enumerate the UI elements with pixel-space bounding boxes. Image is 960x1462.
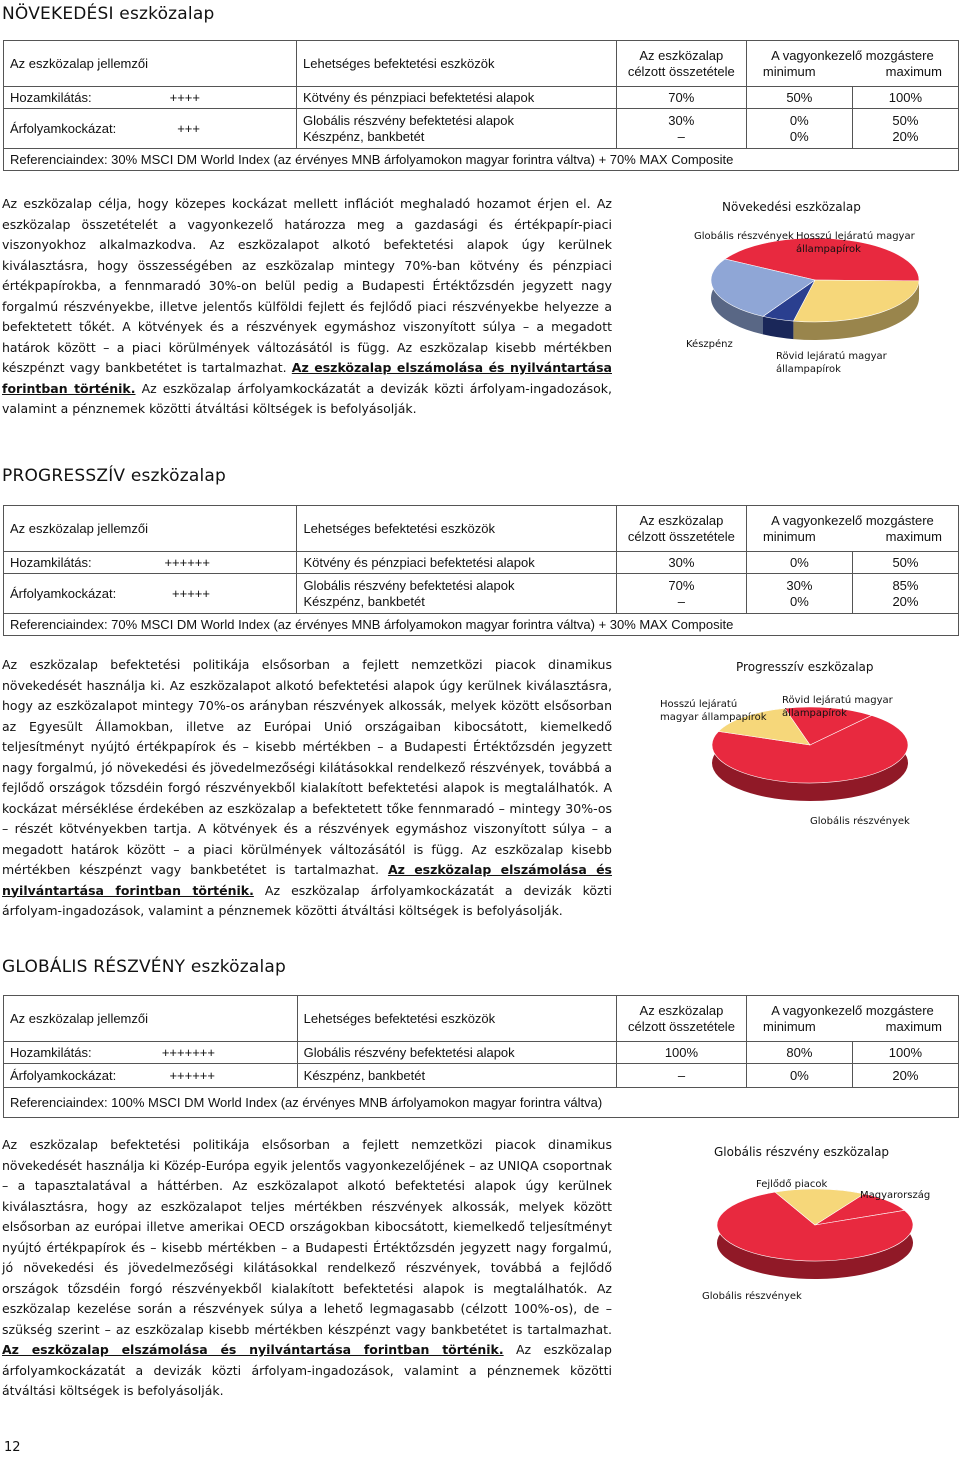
header-assets: Lehetséges befektetési eszközök	[297, 996, 616, 1042]
row-max	[852, 109, 958, 149]
row-min-line: 0%	[790, 593, 809, 609]
table-header-row	[4, 996, 959, 1042]
pie-label: Magyarország	[860, 1190, 931, 1201]
row-label: Árfolyamkockázat:	[10, 585, 117, 601]
pie-label: Globális részvények	[702, 1291, 802, 1302]
row-asset: Készpénz, bankbetét	[297, 1064, 616, 1088]
row-max: 100%	[852, 1042, 958, 1064]
header-target-line2: célzott összetétele	[627, 1018, 735, 1034]
row-asset: Kötvény és pénzpiaci befektetési alapok	[297, 87, 617, 109]
row-max-line: 85%	[892, 577, 919, 593]
row-min: 0%	[746, 552, 852, 574]
row-min	[746, 109, 852, 149]
row-min: 0%	[746, 1064, 852, 1088]
header-target	[616, 506, 746, 552]
header-target-line2: célzott összetétele	[627, 528, 735, 544]
row-max	[852, 574, 958, 614]
reference-index: Referenciaindex: 30% MSCI DM World Index (az érvényes MNB árfolyamokon magyar forintra váltva) + 70% MAX Composite	[4, 149, 959, 171]
header-target-line1: Az eszközalap	[639, 1002, 724, 1018]
header-range-line1: A vagyonkezelő mozgástere	[771, 47, 934, 63]
row-max: 20%	[852, 1064, 958, 1088]
row-target	[616, 109, 746, 149]
header-max: maximum	[885, 528, 942, 544]
header-characteristics: Az eszközalap jellemzői	[4, 996, 298, 1042]
paragraph-novekedesi	[2, 194, 612, 420]
paragraph-emphasis: Az eszközalap elszámolása és nyilvántartása forintban történik.	[2, 360, 612, 396]
paragraph-text: Az eszközalap árfolyamkockázatát a devizák közti árfolyam-ingadozások, valamint a pénznemek közötti átváltási költségek is befolyásolják.	[2, 1342, 612, 1398]
row-label-cell	[4, 552, 297, 574]
header-assets: Lehetséges befektetési eszközök	[297, 506, 616, 552]
pie-label: Hosszú lejáratú magyar állampapírok	[796, 231, 915, 255]
row-stars: ++++	[169, 89, 200, 105]
paragraph-progressziv-top	[2, 655, 612, 922]
row-min-line: 30%	[786, 577, 813, 593]
row-label: Hozamkilátás:	[10, 89, 92, 105]
reference-index: Referenciaindex: 100% MSCI DM World Index (az érvényes MNB árfolyamokon magyar forintra váltva)	[4, 1088, 959, 1118]
row-label-cell	[4, 109, 297, 149]
header-range	[746, 506, 958, 552]
row-min	[746, 574, 852, 614]
header-min: minimum	[762, 63, 816, 79]
table-row	[4, 109, 959, 149]
pie-label: Hosszú lejáratú magyar állampapírok	[660, 699, 767, 723]
header-range-line1: A vagyonkezelő mozgástere	[771, 512, 934, 528]
header-range-line1: A vagyonkezelő mozgástere	[771, 1002, 934, 1018]
paragraph-text: Az eszközalap árfolyamkockázatát a devizák közti árfolyam-ingadozások, valamint a pénznemek közötti átváltási költségek is befolyásolják.	[2, 882, 612, 918]
header-min: minimum	[762, 528, 816, 544]
reference-row	[4, 149, 959, 171]
row-min: 80%	[746, 1042, 852, 1064]
row-min-line: 0%	[789, 128, 809, 144]
chart-title-globalis: Globális részvény eszközalap	[714, 1145, 890, 1159]
row-target: 100%	[616, 1042, 746, 1064]
pie-label: Globális részvények	[810, 816, 910, 827]
table-header-row	[4, 41, 959, 87]
reference-row	[4, 1088, 959, 1118]
row-asset: Globális részvény befektetési alapok	[297, 1042, 616, 1064]
table-row	[4, 87, 959, 109]
row-asset-line: Globális részvény befektetési alapok	[303, 112, 515, 128]
row-asset	[297, 109, 617, 149]
header-min: minimum	[762, 1018, 816, 1034]
row-min: 50%	[746, 87, 852, 109]
row-target-line: –	[677, 593, 686, 609]
header-target-line1: Az eszközalap	[639, 512, 724, 528]
pie-label: Globális részvények	[694, 231, 794, 242]
table-header-row	[4, 506, 959, 552]
reference-row	[4, 614, 959, 636]
header-characteristics: Az eszközalap jellemzői	[4, 506, 297, 552]
row-target-line: 30%	[668, 112, 695, 128]
row-label: Hozamkilátás:	[10, 1044, 92, 1060]
fund-table-novekedesi	[3, 40, 959, 171]
row-max: 50%	[852, 552, 958, 574]
row-min-line: 0%	[789, 112, 809, 128]
header-max: maximum	[885, 1018, 942, 1034]
chart-title-progressziv: Progresszív eszközalap	[736, 660, 874, 674]
header-target-line1: Az eszközalap	[639, 47, 724, 63]
paragraph-globalis	[2, 1135, 612, 1402]
row-max: 100%	[852, 87, 958, 109]
row-max-line: 20%	[892, 593, 919, 609]
paragraph-text: Az eszközalap árfolyamkockázatát a devizák közti árfolyam-ingadozások, valamint a pénznemek közötti átváltási költségek is befolyásolják.	[2, 380, 612, 416]
header-target	[616, 996, 746, 1042]
pie-label: Rövid lejáratú magyar állampapírok	[782, 695, 893, 719]
row-target: 70%	[616, 87, 746, 109]
fund-table-progressziv	[3, 505, 959, 636]
paragraph-text: Az eszközalap befektetési politikája elsősorban a fejlett nemzetközi piacok dinamikus növekedését használja ki. Az eszközalapot alkotó befektetési alapok úgy kerülnek kiválasztásra, hogy az eszközalapot mintegy 70%-os arányban részvények alkossák, melyek között elsősorban az Egyesült Államokban, illetve az Európai Unió országaiban kibocsátott, kiemelkedő teljesítményt nyújtó értékpapírok és – kisebb mértékben – a Budapesti Értéktőzsdén jegyzett nagy forgalmú, jó növekedési és jövedelmezőségi kilátásokkal rendelkező részvények, továbbá a fejlődő országok tőzsdéin forgó részvényekből kialakított befektetési alapok is megtalálhatók. A kockázat mérséklése érdekében az eszközalap a befektetett tőke fennmaradó – mintegy 30%-os – részét kötvényekben tartja. A kötvények és a részvények egymáshoz viszonyított súlya – a megadott határok között – a piaci körülmények változásától is függ. Az eszközalap kisebb mértékben készpénzt vagy bankbetétet is tartalmazhat.	[2, 657, 612, 877]
row-target-line: –	[677, 128, 685, 144]
table-row	[4, 552, 959, 574]
header-range	[746, 996, 958, 1042]
row-label-cell	[4, 1042, 298, 1064]
row-label-cell	[4, 1064, 298, 1088]
table-row	[4, 574, 959, 614]
row-label-cell	[4, 87, 297, 109]
row-stars: +++	[177, 120, 200, 136]
row-asset-line: Készpénz, bankbetét	[303, 128, 425, 144]
paragraph-emphasis: Az eszközalap elszámolása és nyilvántartása forintban történik.	[2, 862, 612, 898]
row-stars: ++++++	[169, 1067, 215, 1083]
fund-table-globalis	[3, 995, 959, 1118]
section-title-progressziv: PROGRESSZÍV eszközalap	[2, 466, 226, 486]
header-max: maximum	[885, 63, 942, 79]
row-stars: +++++++	[161, 1044, 215, 1060]
reference-index: Referenciaindex: 70% MSCI DM World Index (az érvényes MNB árfolyamokon magyar forintra váltva) + 30% MAX Composite	[4, 614, 959, 636]
row-target: 30%	[616, 552, 746, 574]
section-title-globalis: GLOBÁLIS RÉSZVÉNY eszközalap	[2, 957, 287, 977]
pie-label: Fejlődő piacok	[756, 1179, 828, 1190]
row-target: –	[616, 1064, 746, 1088]
row-label: Árfolyamkockázat:	[10, 1067, 117, 1083]
header-target	[616, 41, 746, 87]
page-number: 12	[4, 1440, 21, 1455]
header-assets: Lehetséges befektetési eszközök	[297, 41, 617, 87]
row-max-line: 50%	[892, 112, 919, 128]
pie-label: Készpénz	[686, 339, 733, 350]
table-row	[4, 1042, 959, 1064]
row-asset-line: Globális részvény befektetési alapok	[303, 577, 515, 593]
row-label: Árfolyamkockázat:	[10, 120, 117, 136]
table-row	[4, 1064, 959, 1088]
section-title-novekedesi: NÖVEKEDÉSI eszközalap	[2, 4, 215, 24]
row-target	[616, 574, 746, 614]
row-asset	[297, 574, 616, 614]
row-label: Hozamkilátás:	[10, 554, 92, 570]
paragraph-emphasis: Az eszközalap elszámolása és nyilvántartása forintban történik.	[2, 1342, 504, 1357]
row-stars: ++++++	[164, 554, 210, 570]
row-target-line: 70%	[668, 577, 695, 593]
row-asset-line: Készpénz, bankbetét	[303, 593, 425, 609]
paragraph-text: Az eszközalap célja, hogy közepes kockázat mellett inflációt meghaladó hozamot érjen el. Az eszközalap összetételét a vagyonkezelő határozza meg a gazdasági és értékpapír-piaci viszonyokhoz alkalmazkodva. Az eszközalapot alkotó befektetési alapok úgy kerülnek kiválasztásra, hogy összességében az eszközalap mintegy 70%-ban kötvény és pénzpiaci értékpapírokba, a fennmaradó 30%-on belül pedig a Budapesti Értéktőzsdén jegyzett nagy forgalmú részvényekbe, illetve jelentős külföldi fejlett és fejlődő piaci részvényekbe helyezze a befektetett tőkét. A kötvények és a részvények egymáshoz viszonyított súlya – a megadott határok között – a piaci körülmények változásától is függ. Az eszközalap kisebb mértékben készpénzt vagy bankbetétet is tartalmazhat.	[2, 196, 612, 375]
row-stars: +++++	[172, 585, 210, 601]
chart-title-novekedesi: Növekedési eszközalap	[722, 200, 861, 214]
row-max-line: 20%	[892, 128, 919, 144]
pie-label: Rövid lejáratú magyar állampapírok	[776, 351, 887, 375]
header-characteristics: Az eszközalap jellemzői	[4, 41, 297, 87]
paragraph-text: Az eszközalap befektetési politikája elsősorban a fejlett nemzetközi piacok dinamikus növekedését használja ki Közép-Európa egyik jelentős vagyonkezelőjének – az UNIQA csoportnak – a tapasztalatával a háttérben. Az eszközalapot alkotó befektetési alapok úgy kerülnek kiválasztásra, hogy az eszközalapot teljes mértékben részvények alkossák, melyek között elsősorban az európai illetve amerikai OECD országokban kibocsátott, kiemelkedő teljesítményt nyújtó értékpapírok és – kisebb mértékben – a Budapesti Értéktőzsdén jegyzett nagy forgalmú, jó növekedési és jövedelmezőségi kilátásokkal rendelkező részvények, továbbá a fejlődő országok tőzsdéin forgó részvényekből kialakított befektetési alapok is megtalálhatók. Az eszközalap kezelése során a részvények súlya a lehető legmagasabb (célzott 100%-os), de – szükség szerint – az eszközalap kisebb mértékben készpénzt vagy bankbetétet is tartalmazhat.	[2, 1137, 612, 1337]
header-range	[746, 41, 958, 87]
row-asset: Kötvény és pénzpiaci befektetési alapok	[297, 552, 616, 574]
row-label-cell	[4, 574, 297, 614]
header-target-line2: célzott összetétele	[627, 63, 735, 79]
